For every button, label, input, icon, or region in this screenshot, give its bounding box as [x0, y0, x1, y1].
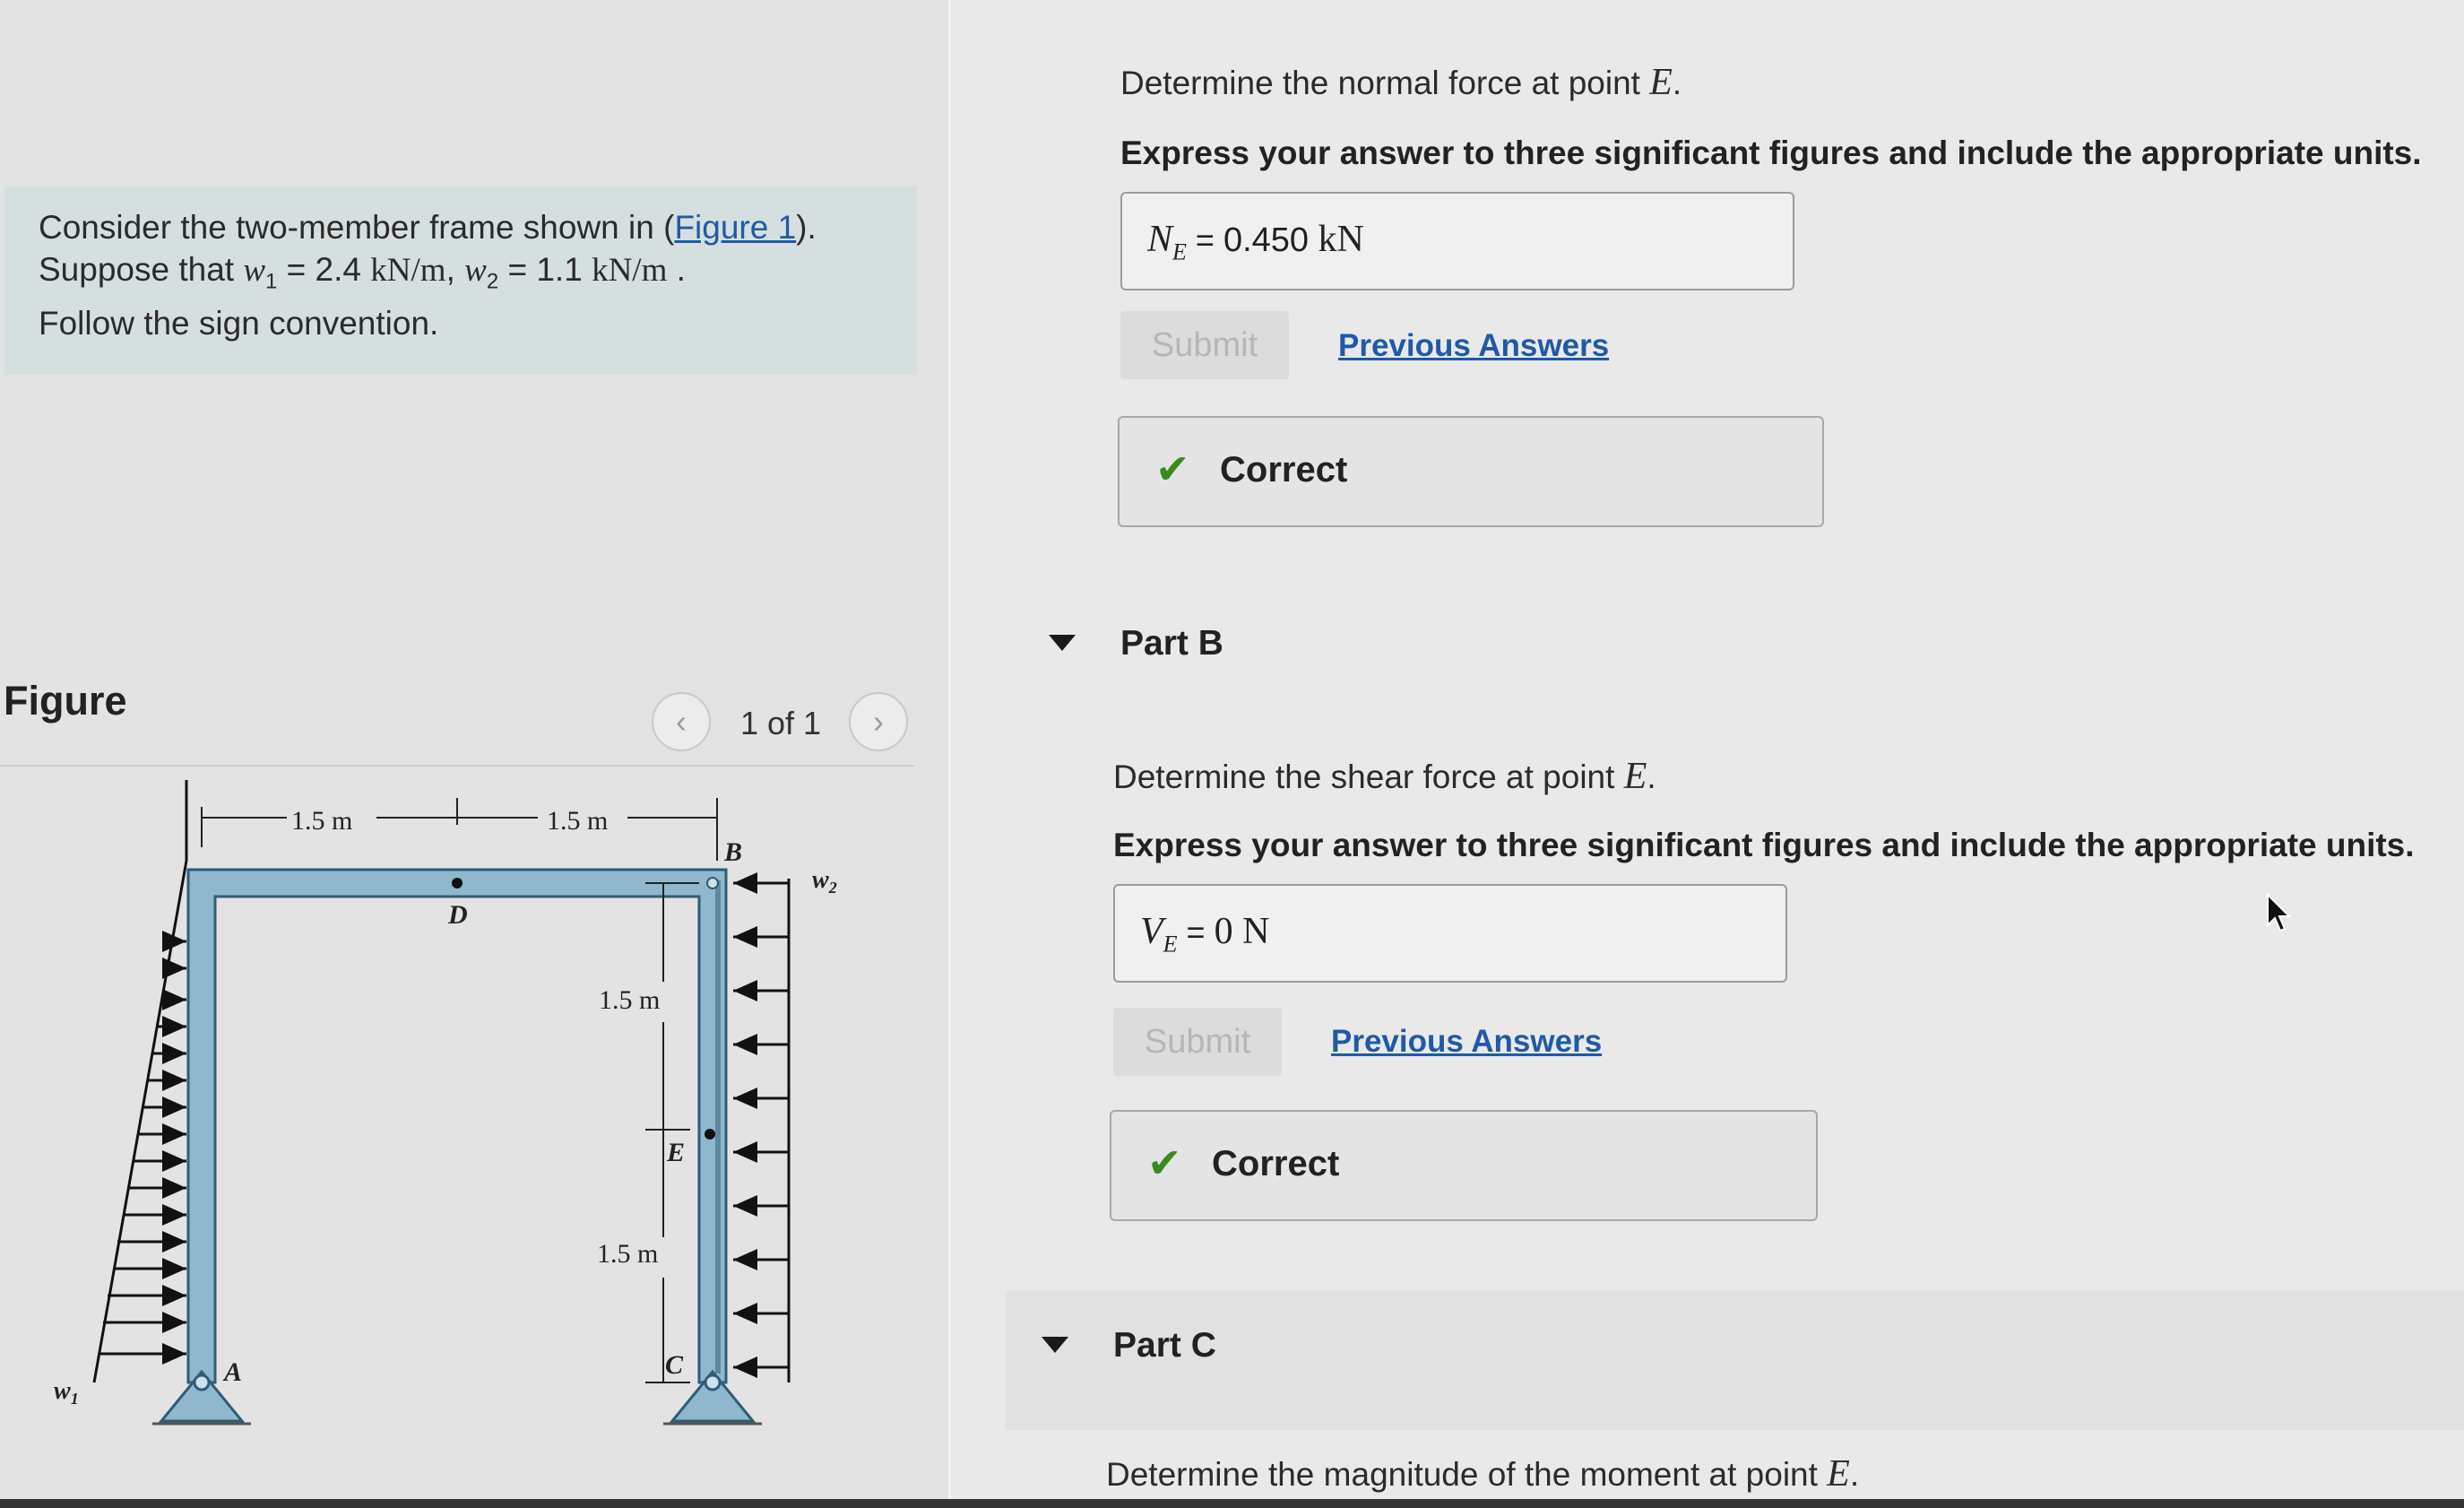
label-D: D	[448, 900, 468, 930]
label-w2: $w_2$	[812, 866, 837, 897]
check-icon: ✔	[1147, 1140, 1182, 1186]
point-E-marker	[705, 1129, 715, 1140]
check-icon: ✔	[1155, 446, 1190, 492]
partA-instructions: Express your answer to three significant figures and include the appropriate units.	[1120, 134, 2422, 171]
bottom-edge-bar	[0, 1499, 2464, 1508]
partC-header-band	[1006, 1291, 2464, 1430]
label-C: C	[665, 1350, 684, 1380]
frame-inner-line	[715, 880, 721, 1374]
load-w2-arrows	[733, 879, 789, 1382]
partC-title: Part C	[1113, 1326, 1216, 1365]
right-dimension-line	[645, 883, 699, 1382]
dim-right-lower: 1.5 m	[597, 1239, 659, 1269]
partB-instructions: Express your answer to three significant figures and include the appropriate units.	[1113, 827, 2415, 863]
point-B-marker	[707, 878, 718, 888]
dim-top-left: 1.5 m	[291, 806, 353, 836]
label-w1: $w_1$	[54, 1377, 79, 1408]
frame-members	[188, 870, 726, 1382]
partB-answer-field[interactable]: $V_E = 0$ N	[1113, 884, 1787, 983]
top-dimension-line	[202, 798, 717, 861]
label-E: E	[667, 1138, 686, 1167]
figure-header: Figure	[4, 678, 127, 724]
chevron-left-icon[interactable]: ‹	[652, 692, 711, 751]
partA-answer-field[interactable]: $N_E = 0.450$ kN	[1120, 192, 1794, 290]
partB-feedback-box	[1110, 1110, 1818, 1221]
figure-1-link[interactable]: Figure 1	[674, 209, 797, 246]
point-D-marker	[452, 878, 463, 888]
load-w1-arrows	[94, 780, 186, 1382]
frame-figure	[36, 780, 878, 1443]
problem-line-3: Follow the sign convention.	[39, 305, 439, 342]
mouse-cursor-icon	[2266, 893, 2293, 934]
partA-question: Determine the normal force at point E.	[1120, 62, 1682, 103]
problem-statement	[4, 186, 917, 375]
label-B: B	[724, 837, 743, 867]
partB-submit-button[interactable]: Submit	[1113, 1008, 1282, 1076]
partB-previous-answers-link[interactable]: Previous Answers	[1331, 1024, 1603, 1059]
dim-top-right: 1.5 m	[547, 806, 609, 836]
partA-feedback-box	[1118, 416, 1824, 527]
partC-question: Determine the magnitude of the moment at point E.	[1106, 1453, 1860, 1495]
partA-submit-button[interactable]: Submit	[1120, 311, 1289, 379]
figure-pager-text: 1 of 1	[740, 705, 822, 741]
collapse-triangle-icon[interactable]	[1049, 635, 1076, 651]
figure-divider	[0, 765, 914, 767]
partB-question: Determine the shear force at point E.	[1113, 756, 1656, 797]
partA-previous-answers-link[interactable]: Previous Answers	[1338, 328, 1610, 363]
problem-line-1: Consider the two-member frame shown in (Figure 1).	[39, 209, 817, 246]
chevron-right-icon[interactable]: ›	[849, 692, 908, 751]
partA-feedback-text: Correct	[1220, 450, 1348, 490]
partB-feedback-text: Correct	[1212, 1144, 1340, 1183]
label-A: A	[224, 1357, 243, 1387]
problem-line-2: Suppose that $w_1 = 2.4$ kN/m, $w_2 = 1.1$ kN/m .	[39, 251, 686, 294]
partB-title: Part B	[1120, 624, 1223, 663]
collapse-triangle-icon[interactable]	[1042, 1337, 1068, 1353]
dim-right-upper: 1.5 m	[599, 985, 661, 1015]
